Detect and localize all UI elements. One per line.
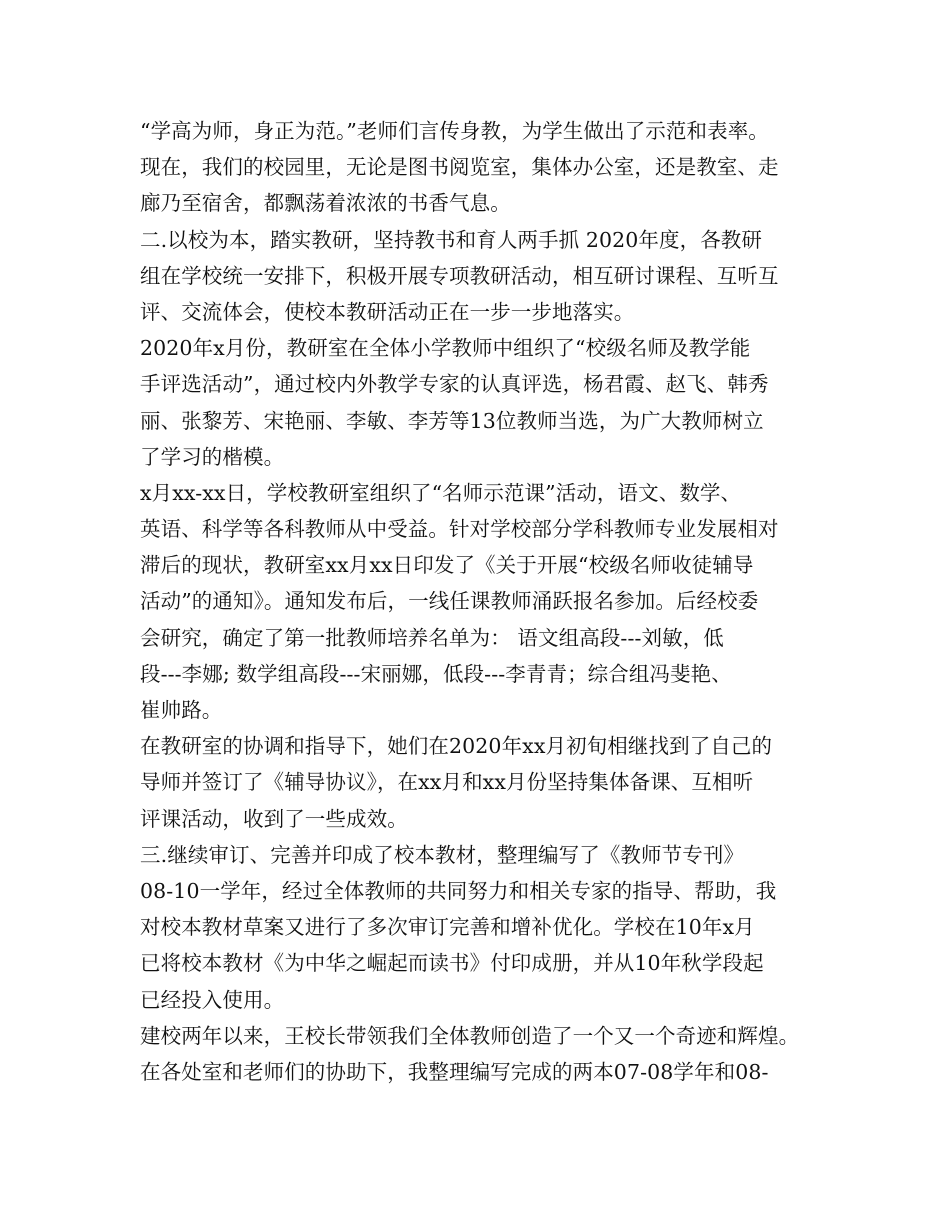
text-line: 评、交流体会，使校本教研活动正在一步一步地落实。 bbox=[140, 299, 635, 324]
text-line: 活动”的通知》。通知发布后，一线任课教师涌跃报名参加。后经校委 bbox=[140, 589, 759, 614]
text-line: 已经投入使用。 bbox=[140, 987, 285, 1012]
text-line: 英语、科学等各科教师从中受益。针对学校部分学科教师专业发展相对 bbox=[140, 517, 779, 542]
text-line: 已将校本教材《为中华之崛起而读书》付印成册，并从10年秋学段起 bbox=[140, 951, 764, 976]
text-line: 评课活动，收到了一些成效。 bbox=[140, 806, 408, 831]
text-line: 组在学校统一安排下，积极开展专项教研活动，相互研讨课程、互听互 bbox=[140, 263, 779, 288]
text-line: 手评选活动”，通过校内外教学专家的认真评选，杨君霞、赵飞、韩秀 bbox=[140, 372, 769, 397]
text-line: 滞后的现状，教研室xx月xx日印发了《关于开展“校级名师收徒辅导 bbox=[140, 553, 754, 578]
text-line: 段---李娜; 数学组高段---宋丽娜，低段---李青青；综合组冯斐艳、 bbox=[140, 661, 732, 686]
text-line: 三.继续审订、完善并印成了校本教材，整理编写了《教师节专刊》 bbox=[140, 842, 745, 867]
text-line: 在教研室的协调和指导下，她们在2020年xx月初旬相继找到了自己的 bbox=[140, 734, 773, 759]
document-body bbox=[140, 113, 840, 1090]
text-line: 会研究，确定了第一批教师培养名单为： 语文组高段---刘敏，低 bbox=[140, 625, 724, 650]
text-line: 对校本教材草案又进行了多次审订完善和增补优化。学校在10年x月 bbox=[140, 915, 755, 940]
text-line: 现在，我们的校园里，无论是图书阅览室，集体办公室，还是教室、走 bbox=[140, 155, 779, 180]
text-line: 崔帅路。 bbox=[140, 698, 223, 722]
text-line: 2020年x月份，教研室在全体小学教师中组织了“校级名师及教学能 bbox=[140, 336, 751, 361]
text-line: x月xx-xx日，学校教研室组织了“名师示范课”活动，语文、数学、 bbox=[140, 480, 742, 505]
text-line: 建校两年以来，王校长带领我们全体教师创造了一个又一个奇迹和辉煌。 bbox=[140, 1023, 800, 1048]
text-line: “学高为师，身正为范。”老师们言传身教，为学生做出了示范和表率。 bbox=[140, 119, 769, 143]
text-line: 导师并签订了《辅导协议》，在xx月和xx月份坚持集体备课、互相听 bbox=[140, 770, 754, 795]
text-line: 08-10一学年，经过全体教师的共同努力和相关专家的指导、帮助，我 bbox=[140, 878, 777, 903]
text-line: 廊乃至宿舍，都飘荡着浓浓的书香气息。 bbox=[140, 191, 511, 216]
text-line: 在各处室和老师们的协助下，我整理编写完成的两本07-08学年和08- bbox=[140, 1059, 769, 1084]
text-line: 了学习的楷模。 bbox=[140, 444, 285, 469]
text-line: 丽、张黎芳、宋艳丽、李敏、李芳等13位教师当选，为广大教师树立 bbox=[140, 408, 764, 433]
text-line: 二.以校为本，踏实教研，坚持教书和育人两手抓 2020年度，各教研 bbox=[140, 227, 763, 252]
